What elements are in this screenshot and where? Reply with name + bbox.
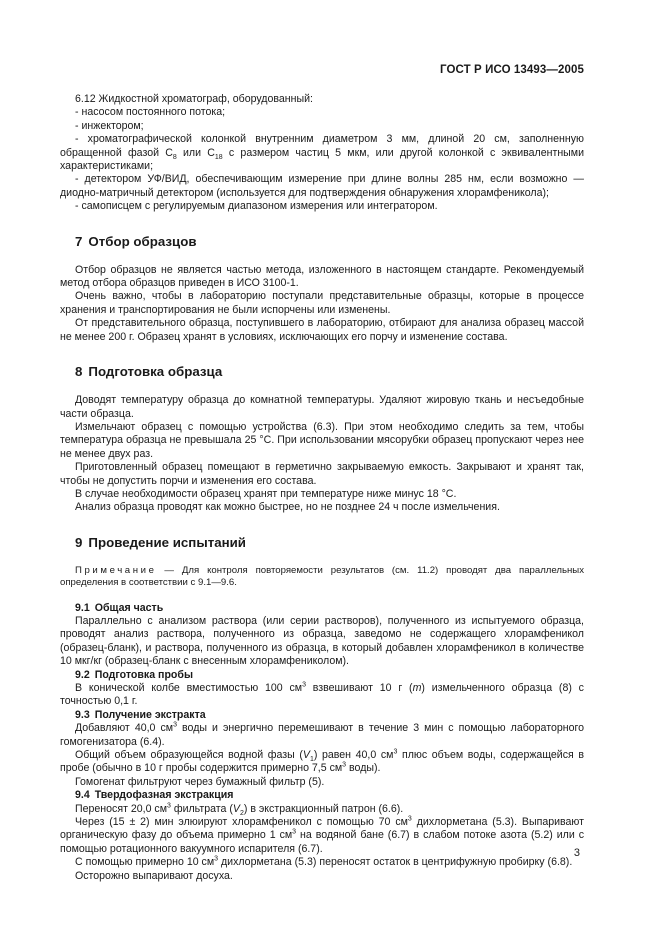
note: Примечание — Для контроля повторяемости результатов (см. 11.2) проводят два параллельных определения в соответствии с 9.1—9.6. [60,564,584,589]
s94-para: С помощью примерно 10 $см^3$ дихлорметана (5.3) переносят остаток в центрифужную пробирку (6.8). [75,855,573,869]
subsection-9-2-heading: 9.2 Подготовка пробы [75,668,193,681]
subsection-9-3-heading: 9.3 Получение экстракта [75,708,206,721]
page-number: 3 [573,847,580,859]
s612-item: - детектором УФ/ВИД, обеспечивающим измерение при длине волны 285 нм, если возможно — диодно-матричный детектором (используется для подтверждения обнаружения хлорамфеникола); [60,173,584,199]
s612-item: - насосом постоянного потока; [75,106,226,119]
s93-para: Гомогенат фильтруют через бумажный фильтр (5). [75,775,325,788]
s8-para: Приготовленный образец помещают в герметично закрываемую емкость. Закрывают и хранят так, чтобы не допустить порчи и изменения его состава. [60,461,584,487]
s8-para: Измельчают образец с помощью устройства (6.3). При этом необходимо следить за тем, чтобы температура образца не превышала 25 °С. При использовании мясорубки образец пропускают через нее не менее двух раз. [60,420,584,460]
s92-para: В конической колбе вместимостью 100 $см^3$ взвешивают 10 г (m) измельченного образца (8) с точностью 0,1 г. [60,681,584,708]
section-7-heading: 7 Отбор образцов [75,233,197,249]
page-body [60,93,584,883]
s8-para: Доводят температуру образца до комнатной температуры. Удаляют жировую ткань и несъедобные части образца. [60,394,584,420]
subsection-9-4-heading: 9.4 Твердофазная экстракция [75,789,234,802]
s8-para: В случае необходимости образец хранят при температуре ниже минус 18 °С. [75,487,457,500]
s7-para: Очень важно, чтобы в лабораторию поступали представительные образцы, которые в процессе хранения и транспортирования не были испорчены или изменены. [60,290,584,316]
s8-para: Анализ образца проводят как можно быстрее, но не позднее 24 ч после измельчения. [75,501,500,514]
section-8-heading: 8 Подготовка образца [75,364,223,380]
standard-header: ГОСТ Р ИСО 13493—2005 [439,64,584,76]
s7-para: От представительного образца, поступившего в лабораторию, отбирают для анализа образец массой не менее 200 г. Образец хранят в условиях, исключающих его порчу и изменение состава. [60,317,584,343]
section-9-heading: 9 Проведение испытаний [75,534,246,550]
s93-para: Добавляют 40,0 $см^3$ воды и энергично перемешивают в течение 3 мин с помощью лабораторного гомогенизатора (6.4). [60,721,585,748]
s94-para: Через (15 ± 2) мин элюируют хлорамфеникол с помощью 70 $см^3$ дихлорметана (5.3). Выпаривают органическую фазу до объема примерно 1 $см^3$ на водяной бане (6.7) в слабом потоке азота (5.2) или с помощью ротационного вакуумного испарителя (6.7). [60,815,584,855]
s91-para: Параллельно с анализом раствора (или серии растворов), полученного из испытуемого образца, проводят анализ раствора, полученного из образца, заведомо не содержащего хлорамфеникол (образец-бланк), и раствора, полученного из образца, в который добавлен хлорамфеникол в количестве 10 мкг/кг (образец-бланк с внесенным хлорамфениколом). [60,614,584,668]
s7-para: Отбор образцов не является частью метода, изложенного в настоящем стандарте. Рекомендуемый метод отбора образцов приведен в ИСО 3100-1. [60,263,584,290]
s94-para: Переносят 20,0 $см^3$ фильтрата $(V_2)$ в экстракционный патрон (6.6). [75,802,404,817]
s93-para: Общий объем образующейся водной фазы $(V_1)$ равен 40,0 $см^3$ плюс объем воды, содержащейся в пробе (обычно в 10 г пробы содержится примерно 7,5 $см^3$ воды). [60,748,584,775]
subsection-9-1-heading: 9.1 Общая часть [75,601,164,614]
s612-intro: 6.12 Жидкостной хроматограф, оборудованный: [75,93,313,105]
s94-para: Осторожно выпаривают досуха. [75,869,233,882]
s612-item: - хроматографической колонкой внутренним диаметром 3 мм, длиной 20 см, заполненную обращенной фазой $C_8$ или $C_{18}$ с размером частиц 5 мкм, или другой колонкой с эквивалентными характеристиками; [60,133,584,173]
s612-item: - самописцем с регулируемым диапазоном измерения или интегратором. [75,200,438,213]
s612-item: - инжектором; [75,119,144,132]
